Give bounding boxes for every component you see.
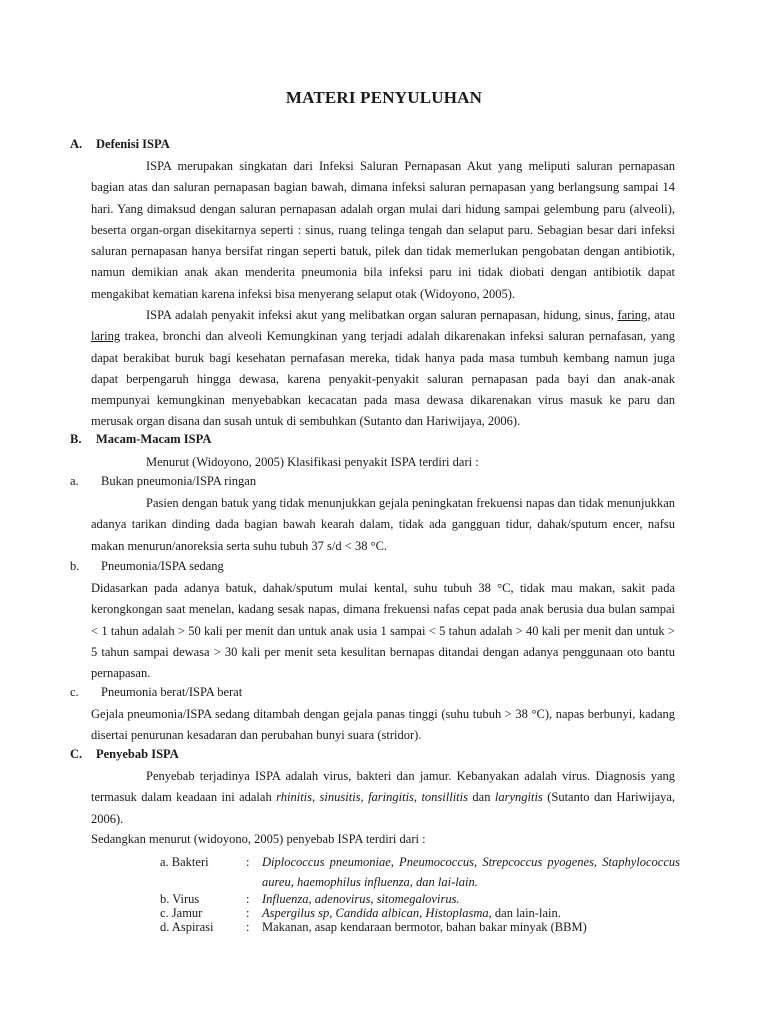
- section-a-title: Defenisi ISPA: [96, 137, 170, 151]
- section-a-heading: [70, 137, 170, 152]
- cause-key: c. Jamur: [160, 906, 203, 920]
- subsection-b-heading: b. Pneumonia/ISPA sedang: [70, 559, 224, 573]
- section-a-paragraph-1: ISPA merupakan singkatan dari Infeksi Saluran Pernapasan Akut yang meliputi saluran pernapasan bagian atas dan saluran pernapasan bagian bawah, dimana infeksi saluran pernapasan yang berlangsung sampai 14 hari. Yang dimaksud dengan saluran pernapasan adalah organ mulai dari hidung sampai gelembung paru (alveoli), beserta organ-organ disekitarnya seperti : sinus, ruang telinga tengah dan selaput paru. Sebagian besar dari infeksi saluran pernapasan hanya bersifat ringan seperti batuk, pilek dan tidak memerlukan pengobatan dengan antibiotik, namun demikian anak akan menderita pneumonia bila infeksi paru ini tidak diobati dengan antibiotik dapat mengakibat kematian karena infeksi bisa menyerang selaput otak (Widoyono, 2005).: [91, 159, 675, 301]
- cause-row-bakteri: [160, 852, 680, 892]
- cause-value-tail: dan lain-lain.: [491, 906, 561, 920]
- section-c-title: Penyebab ISPA: [96, 747, 179, 761]
- cause-key: a. Bakteri: [160, 855, 209, 869]
- section-a-paragraph-2: [91, 305, 675, 433]
- subsection-a-label: a.: [70, 474, 79, 488]
- subsection-a-text: Pasien dengan batuk yang tidak menunjukkan gejala peningkatan frekuensi napas dan tidak menunjukkan adanya tarikan dinding dada bagian bawah kearah dalam, tidak ada gangguan tidur, dahak/sputum encer, nafsu makan menurun/anoreksia serta suhu tubuh 37 s/d < 38 °C.: [91, 496, 675, 553]
- section-c-heading: [70, 747, 179, 762]
- term-faring: faring: [617, 308, 648, 322]
- subsection-c-heading: c. Pneumonia berat/ISPA berat: [70, 685, 243, 699]
- cause-value: Aspergilus sp, Candida albican, Histoplasma,: [262, 906, 492, 920]
- causes-list: [160, 852, 680, 934]
- term-laryngitis: laryngitis: [494, 790, 543, 805]
- cause-colon: :: [246, 906, 250, 920]
- cause-colon: :: [246, 855, 250, 869]
- section-a-label: A.: [70, 137, 83, 151]
- section-b-title: Macam-Macam ISPA: [96, 432, 212, 446]
- term-laring: laring: [91, 329, 121, 344]
- section-c-paragraph-2: Sedangkan menurut (widoyono, 2005) penyebab ISPA terdiri dari :: [91, 832, 426, 846]
- cause-key: d. Aspirasi: [160, 920, 214, 934]
- cause-row-aspirasi: [160, 920, 680, 934]
- page-title: MATERI PENYULUHAN: [285, 88, 483, 107]
- subsection-a-heading: a. Bukan pneumonia/ISPA ringan: [70, 474, 257, 488]
- p2-text-a: ISPA adalah penyakit infeksi akut yang melibatkan organ saluran pernapasan, hidung, sinus,: [146, 308, 614, 322]
- section-b-label: B.: [70, 432, 82, 446]
- cause-colon: :: [246, 892, 250, 906]
- cause-row-virus: [160, 892, 680, 906]
- subsection-c-text: Gejala pneumonia/ISPA sedang ditambah dengan gejala panas tinggi (suhu tubuh > 38 °C), napas berbunyi, kadang disertai penurunan kesadaran dan perubahan bunyi suara (stridor).: [91, 707, 675, 743]
- cause-value: Makanan, asap kendaraan bermotor, bahan bakar minyak (BBM): [262, 920, 587, 934]
- subsection-c-label: c.: [70, 685, 79, 699]
- cause-value: Diplococcus pneumoniae, Pneumococcus, Strepcoccus pyogenes, Staphylococcus aureu, haemophilus influenza, dan lai-lain.: [262, 855, 680, 889]
- term-sinusitis: sinusitis: [319, 790, 361, 805]
- subsection-b-label: b.: [70, 559, 80, 573]
- section-c-paragraph-1: Penyebab terjadinya ISPA adalah virus, bakteri dan jamur. Kebanyakan adalah virus. Diagnosis yang termasuk dalam keadaan ini adalah rhinitis, sinusitis, faringitis, tonsillitis dan laryngitis (Sutanto dan Hariwijaya, 2006).: [91, 769, 676, 826]
- p2-text-b: , atau: [647, 308, 675, 322]
- term-faringitis: faringitis: [368, 790, 414, 805]
- term-tonsillitis: tonsillitis: [421, 790, 468, 805]
- p2-text-c: trakea, bronchi dan alveoli Kemungkinan yang terjadi adalah dikarenakan infeksi saluran pernafasan, yang dapat berakibat buruk bagi kesehatan pernafasan mereka, tidak hanya pada masa tumbuh kembang namun juga dapat berpengaruh hingga dewasa, karena penyakit-penyakit saluran pernapasan pada bayi dan anak-anak mempunyai kemungkinan menyebabkan kecacatan pada masa dewasa dikarenakan virus masuk ke paru dan merusak organ disana dan susah untuk di sembuhkan (Sutanto dan Hariwijaya, 2006).: [91, 329, 675, 429]
- cause-key: b. Virus: [160, 892, 200, 906]
- section-b-heading: [70, 432, 211, 447]
- subsection-b-text: Didasarkan pada adanya batuk, dahak/sputum mulai kental, suhu tubuh 38 °C, tidak mau makan, sakit pada kerongkongan saat menelan, kadang sesak napas, dimana frekuensi nafas cepat pada anak berusia dua bulan sampai < 1 tahun adalah > 50 kali per menit dan untuk anak usia 1 sampai < 5 tahun adalah > 40 kali per menit dan untuk > 5 tahun sampai dewasa > 30 kali per menit seta kesulitan bernapas ditandai dengan adanya penggunaan oto bantu pernapasan.: [91, 581, 675, 681]
- cause-value: Influenza, adenovirus, sitomegalovirus.: [262, 892, 460, 906]
- term-rhinitis: rhinitis: [276, 790, 313, 805]
- cause-row-jamur: [160, 906, 680, 920]
- cause-colon: :: [246, 920, 250, 934]
- section-c-label: C.: [70, 747, 83, 761]
- section-b-intro: Menurut (Widoyono, 2005) Klasifikasi penyakit ISPA terdiri dari :: [146, 455, 479, 469]
